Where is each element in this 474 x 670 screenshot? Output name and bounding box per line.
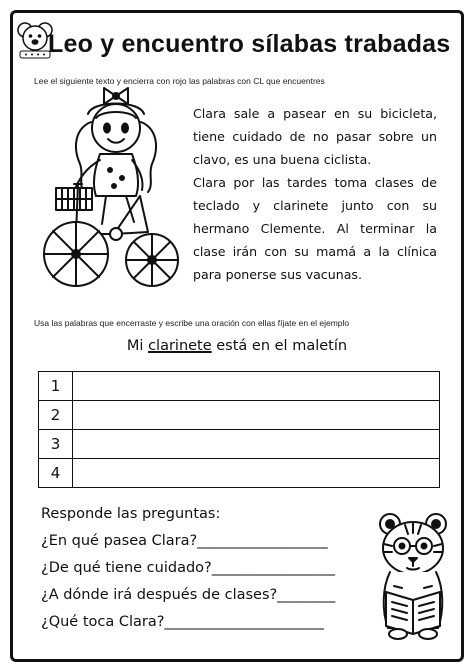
writing-line	[39, 372, 439, 401]
line-number: 3	[39, 430, 73, 458]
writing-line	[39, 430, 439, 459]
reading-instruction: Lee el siguiente texto y encierra con rojo las palabras con CL que encuentres	[34, 76, 325, 86]
writing-line	[39, 401, 439, 430]
writing-instruction: Usa las palabras que encerraste y escribe una oración con ellas fíjate en el ejemplo	[34, 318, 350, 328]
writing-line	[39, 459, 439, 487]
answer-space[interactable]	[73, 401, 439, 429]
example-text: está en el maletín	[211, 338, 348, 354]
tiger-reading-illustration	[372, 508, 454, 642]
line-number: 1	[39, 372, 73, 400]
page-title: Leo y encuentro sílabas trabadas	[48, 30, 451, 58]
line-number: 2	[39, 401, 73, 429]
question-item[interactable]: ¿En qué pasea Clara?__________________	[41, 533, 328, 549]
question-item[interactable]: ¿A dónde irá después de clases?________	[41, 587, 336, 603]
answer-space[interactable]	[73, 459, 439, 487]
answer-space[interactable]	[73, 372, 439, 400]
example-sentence	[0, 338, 474, 354]
girl-on-bicycle-illustration	[36, 84, 186, 302]
question-item[interactable]: ¿De qué tiene cuidado?_________________	[41, 560, 335, 576]
line-number: 4	[39, 459, 73, 487]
story-paragraph: Clara sale a pasear en su bicicleta, tiene cuidado de no pasar sobre un clavo, es una buena ciclista.	[193, 106, 437, 167]
example-highlighted-word: clarinete	[148, 338, 212, 354]
answer-space[interactable]	[73, 430, 439, 458]
story-text	[193, 102, 437, 286]
questions-heading: Responde las preguntas:	[41, 506, 221, 522]
question-item[interactable]: ¿Qué toca Clara?______________________	[41, 614, 324, 630]
story-paragraph: Clara por las tardes toma clases de teclado y clarinete junto con su hermano Clemente. Al terminar la clase irán con su mamá a la clínica para ponerse sus vacunas.	[193, 175, 437, 282]
example-text: Mi	[126, 338, 149, 354]
writing-lines-box	[38, 371, 440, 488]
